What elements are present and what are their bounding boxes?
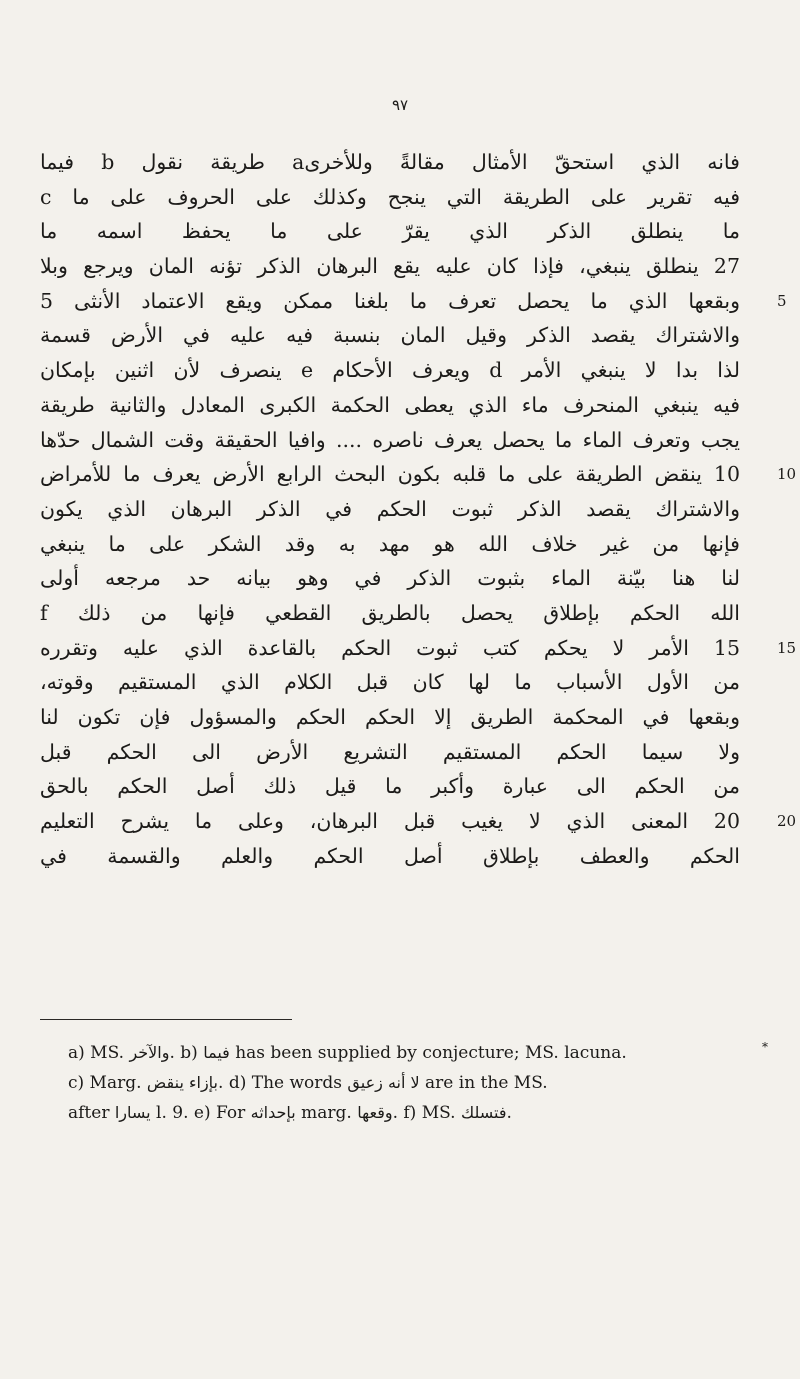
text-line: 27 ينطلق ينبغي، فإذا كان عليه يقع البرهان الذكر تؤنه المان ويرجع وبلا [40, 254, 740, 279]
footnote-text: . d) The words [218, 1073, 348, 1093]
text-line: يجب وتعرف الماء ما يحصل يعرف ناصره .... وافيا الحقيقة وقت الشمال حدّها [40, 427, 740, 452]
text-line: الله الحكم بإطلاق يحصل بالطريق القطعي فإنها من ذلك f [40, 600, 740, 625]
line-number: 15 [777, 638, 797, 657]
page-number: ٩٧ [391, 96, 409, 114]
text-line: فانه الذي استحقّ الأمثال مقالةً وللأخرىa طريقة نقول b فيما [40, 150, 740, 174]
text-line: من الحكم الى عبارة وأكبر ما قيل ذلك أصل الحكم بالحق [40, 774, 740, 799]
footnote-arabic-text: يسارا [114, 1103, 151, 1122]
footnote-arabic-text: فتسلك [460, 1103, 507, 1122]
footnote-arabic-text: لا أنه زعيق [347, 1073, 420, 1092]
footnote-text: a) MS. [68, 1043, 130, 1063]
footnote-arabic-text: وقعها [357, 1103, 393, 1122]
footnote-text: are in the MS. [419, 1073, 548, 1093]
footnote-arabic-text: بإزاء ينقض [146, 1073, 219, 1092]
footnote-line [68, 1098, 738, 1128]
text-line: فيه تقرير على الطريقة التي ينجح وكذلك على الحروف على ما c [40, 184, 740, 209]
text-line: 15 الأمر لا يحكم كتب ثبوت الحكم بالقاعدة الذي عليه وتقرره [40, 635, 740, 660]
text-line: 20 المعنى الذي لا يغيب قبل البرهان، وعلى ما يشرح التعليم [40, 809, 740, 834]
line-number: 10 [777, 465, 797, 484]
line-number: 5 [777, 291, 787, 310]
text-line: لنا هنا بيّنة الماء بثبوت الذكر في وهو بيانه حد مرجعه أولى [40, 566, 740, 591]
footnote-arabic-text: فيما [203, 1043, 230, 1062]
text-line: لذا بدا لا ينبغي الأمر d ويعرف الأحكام e ينصرف لأن اثنين بإمكان [40, 358, 740, 383]
footnote-arabic-text: بإحداثه [250, 1103, 296, 1122]
footnote-text: . f) MS. [392, 1103, 461, 1123]
text-line: وبقعها في المحكمة الطريق إلا الحكم الحكم والمسؤول فإن تكون لنا [40, 705, 740, 729]
text-line: ما ينطلق الذكر الذي يقرّ على ما يحفظ اسمه ما [40, 219, 740, 244]
footnote-text: . [506, 1103, 512, 1123]
footnote-text: c) Marg. [68, 1073, 147, 1093]
text-line: 10 ينقض الطريقة على ما قلبه بكون البحث الرابع الأرض يعرف ما للأمراض [40, 462, 740, 487]
text-line: وبقعها الذي ما يحصل تعرف ما بلغنا ممكن ويقع الاعتماد الأنثى 5 [40, 288, 740, 313]
footnote-line [68, 1038, 738, 1068]
main-text-block [40, 145, 797, 873]
text-line: فيه ينبغي المنحرف ماء الذي يعطى الحكمة الكبرى المعادل والثانية طريقة [40, 392, 740, 417]
text-line: والاشتراك يقصد الذكر ثبوت الحكم في الذكر البرهان الذي يكون [40, 496, 740, 521]
footnotes [68, 1038, 738, 1128]
footnote-divider [40, 1019, 292, 1020]
footnote-text: after [68, 1103, 115, 1123]
line-number: 20 [777, 812, 797, 831]
footnote-text: l. 9. e) For [150, 1103, 251, 1123]
margin-mark: * [762, 1040, 768, 1054]
text-line: من الأول الأسباب ما لها كان قبل الكلام الذي المستقيم وقوته، [40, 670, 740, 695]
footnote-text: marg. [295, 1103, 358, 1123]
text-line: ولا سيما الحكم المستقيم التشريع الأرض الى الحكم قبل [40, 739, 740, 764]
text-line: والاشتراك يقصد الذكر وقيل المان بنسبة فيه عليه في الأرض قسمة [40, 323, 740, 348]
footnote-text: . b) [169, 1043, 204, 1063]
footnote-line [68, 1068, 738, 1098]
text-line: الحكم والعطف بإطلاق أصل الحكم والعلم والقسمة في [40, 843, 740, 868]
footnote-text: has been supplied by conjecture; MS. lacuna. [229, 1043, 627, 1063]
footnote-arabic-text: والآخر [129, 1043, 170, 1062]
text-line: فإنها من غير خلاف الله هو مهد به وقد الشكر على ما ينبغي [40, 531, 740, 556]
